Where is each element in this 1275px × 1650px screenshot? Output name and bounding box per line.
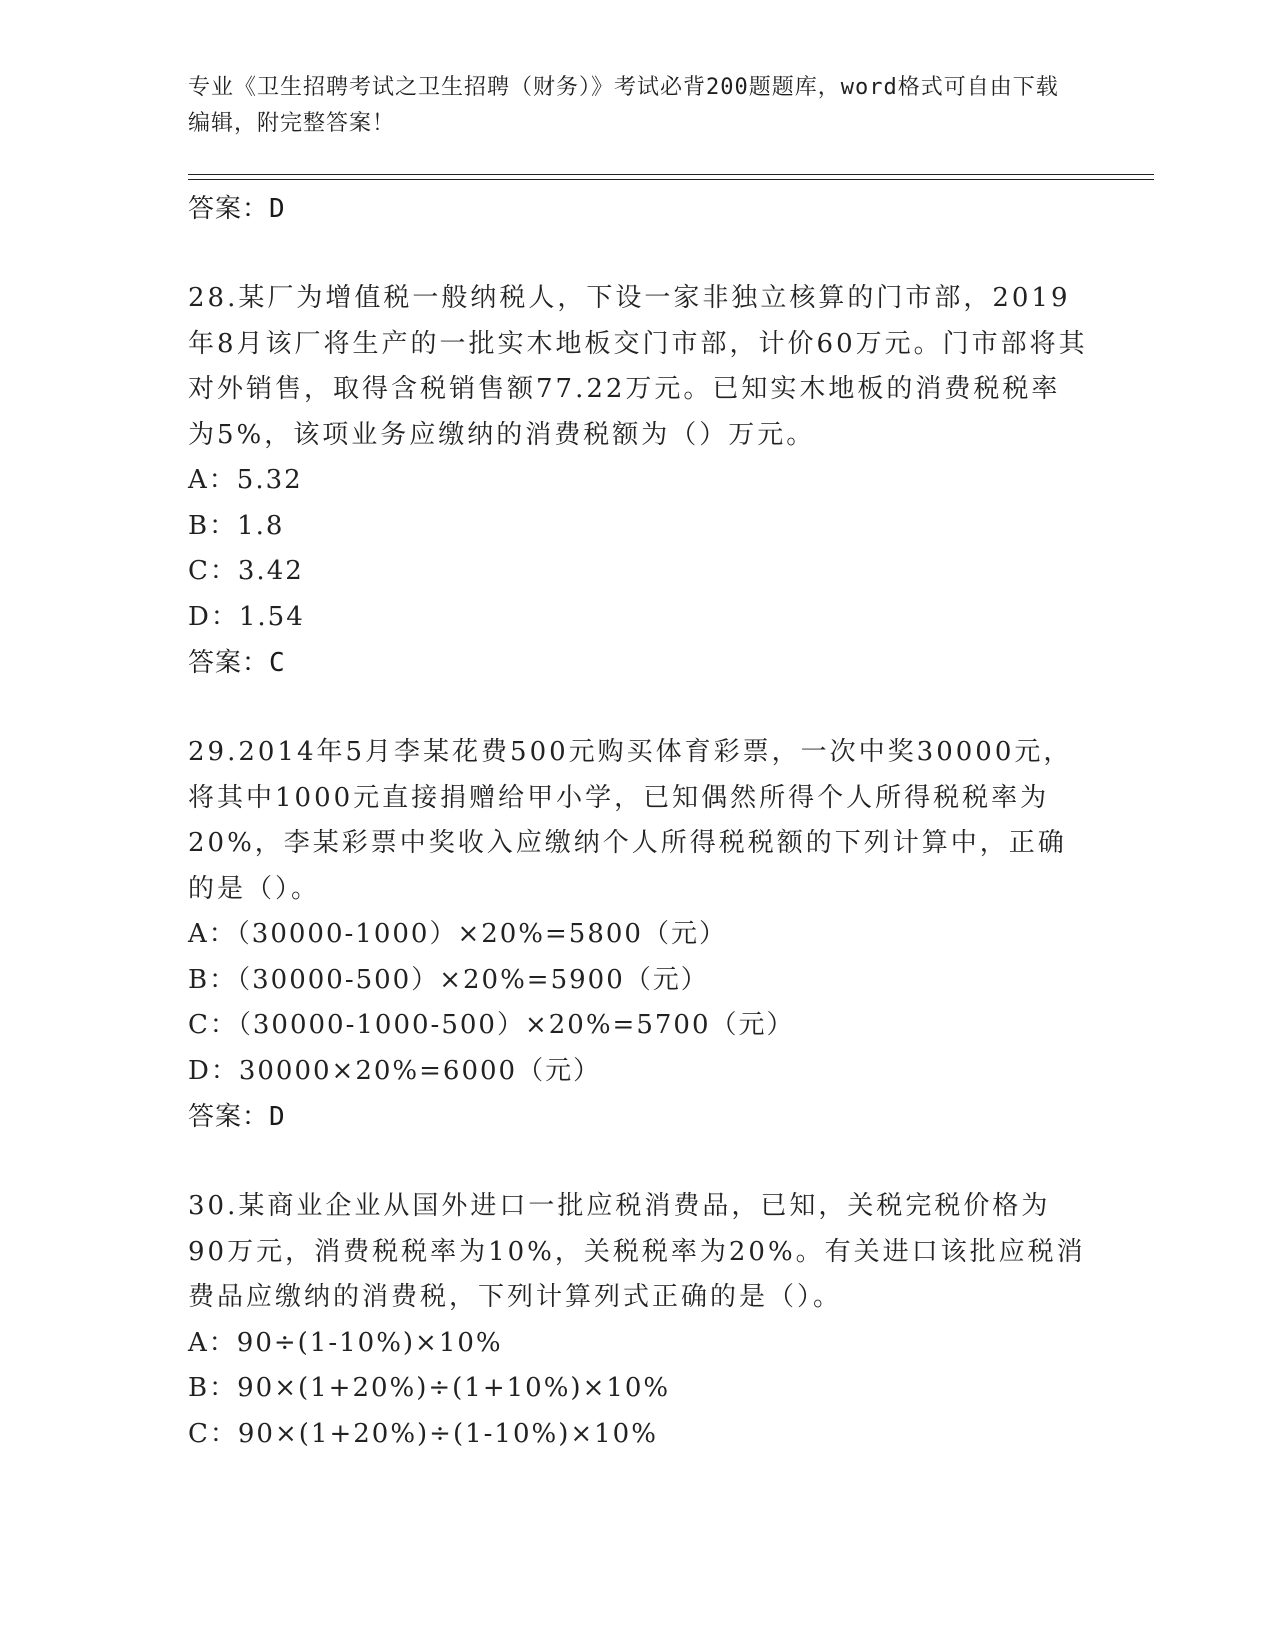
document-page <box>188 70 1148 1457</box>
option-b: B：（30000-500）×20%=5900（元） <box>188 964 709 995</box>
option-a: A：（30000-1000）×20%=5800（元） <box>188 919 727 949</box>
option-a: A：90÷(1-10%)×10% <box>188 1327 503 1358</box>
option-a: A：5.32 <box>188 465 303 495</box>
question-block <box>188 276 1148 686</box>
answer-line: 答案：D <box>188 194 286 224</box>
question-stem: 29.2014年5月李某花费500元购买体育彩票，一次中奖30000元，将其中1000元直接捐赠给甲小学，已知偶然所得个人所得税税率为20%，李某彩票中奖收入应缴纳个人所得税税额的下列计算中，正确的是（）。 <box>188 737 1073 904</box>
question-block <box>188 1184 1148 1457</box>
option-d: D：1.54 <box>188 601 305 632</box>
answer-line: 答案：C <box>188 648 286 678</box>
document-header: 专业《卫生招聘考试之卫生招聘（财务）》考试必背200题题库，word格式可自由下载编辑，附完整答案！ <box>188 75 1059 136</box>
option-b: B：90×(1+20%)÷(1+10%)×10% <box>188 1373 671 1403</box>
question-stem: 30.某商业企业从国外进口一批应税消费品，已知，关税完税价格为90万元，消费税税率为10%，关税税率为20%。有关进口该批应税消费品应缴纳的消费税，下列计算列式正确的是（）。 <box>188 1191 1086 1312</box>
option-c: C：3.42 <box>188 556 304 586</box>
option-b: B：1.8 <box>188 510 285 541</box>
option-d: D：30000×20%=6000（元） <box>188 1055 602 1086</box>
answer-line: 答案：D <box>188 1102 286 1132</box>
question-block <box>188 730 1148 1140</box>
option-c: C：（30000-1000-500）×20%=5700（元） <box>188 1010 795 1040</box>
header-divider <box>188 174 1154 180</box>
question-stem: 28.某厂为增值税一般纳税人，下设一家非独立核算的门市部，2019年8月该厂将生产的一批实木地板交门市部，计价60万元。门市部将其对外销售，取得含税销售额77.22万元。已知实木地板的消费税税率为5%，该项业务应缴纳的消费税额为（）万元。 <box>188 283 1088 450</box>
option-c: C：90×(1+20%)÷(1-10%)×10% <box>188 1418 658 1449</box>
